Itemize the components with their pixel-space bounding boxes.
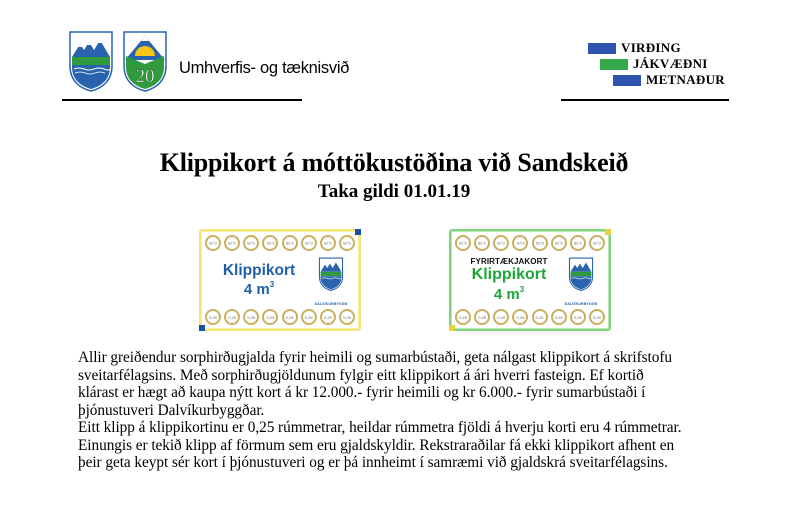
card-volume: 4 $m^3$ bbox=[493, 285, 525, 303]
punch-coin-icon: 0,25 bbox=[532, 235, 548, 251]
card-crest-label: DALVÍKURBYGGÐ bbox=[314, 302, 348, 306]
dalvikurbyggd-crest-icon bbox=[567, 257, 595, 291]
value-label: JÁKVÆÐNI bbox=[633, 56, 708, 71]
body-line: Eitt klipp á klippikortinu er 0,25 rúmmetrar, heildar rúmmetra fjöldi á hverju korti eru 4 rúmmetrar. bbox=[78, 419, 682, 436]
punch-coin-icon: 0,25 bbox=[224, 235, 240, 251]
body-line: Allir greiðendur sorphirðugjalda fyrir heimili og sumarbústaði, geta nálgast klippikort á skrifstofu bbox=[78, 349, 672, 366]
punch-coin-icon: 0,25 bbox=[262, 235, 278, 251]
punch-coin-icon: 0,25 bbox=[570, 309, 586, 325]
punch-coin-icon: 0,25 bbox=[339, 235, 355, 251]
card-name: Klippikort bbox=[471, 266, 547, 283]
punch-coin-icon: 0,25 bbox=[551, 235, 567, 251]
department-header bbox=[67, 30, 349, 92]
header-rule-right bbox=[561, 99, 729, 101]
value-positivity bbox=[600, 56, 725, 72]
header-rule-left bbox=[62, 99, 302, 101]
punch-coin-icon: 0,25 bbox=[205, 309, 221, 325]
coin-row-top bbox=[455, 235, 605, 251]
dalvikurbyggd-crest-icon bbox=[317, 257, 345, 291]
value-respect bbox=[588, 40, 725, 56]
value-label: METNAÐUR bbox=[646, 72, 725, 87]
card-kind-label: FYRIRTÆKJAKORT bbox=[470, 257, 548, 266]
punch-coin-icon: 0,25 bbox=[455, 309, 471, 325]
body-line: Einungis er tekið klipp af förmum sem eru gjaldskyldir. Rekstraraðilar fá ekki klippikort afhent en bbox=[78, 436, 675, 454]
page-subtitle: Taka gildi 01.01.19 bbox=[317, 181, 471, 202]
punch-coin-icon: 0,25 bbox=[243, 235, 259, 251]
punch-coin-icon: 0,25 bbox=[320, 235, 336, 251]
punch-coin-icon: 0,25 bbox=[262, 309, 278, 325]
punch-coin-icon: 0,25 bbox=[589, 309, 605, 325]
coin-row-bottom bbox=[455, 309, 605, 325]
body-line: þeir geta keypt sér kort í þjónustuveri og er þá innheimt í samræmi við gjaldskrá sveitarfélagsins. bbox=[78, 454, 668, 471]
punch-coin-icon: 0,25 bbox=[493, 309, 509, 325]
punch-coin-icon: 0,25 bbox=[493, 235, 509, 251]
punch-coin-icon: 0,25 bbox=[551, 309, 567, 325]
card-name: Klippikort bbox=[222, 262, 296, 279]
anniversary-20-crest-icon bbox=[121, 30, 169, 92]
coin-row-top bbox=[205, 235, 355, 251]
punch-coin-icon: 0,25 bbox=[282, 309, 298, 325]
core-values bbox=[588, 40, 725, 88]
punch-coin-icon: 0,25 bbox=[532, 309, 548, 325]
business-punch-card-image bbox=[449, 229, 611, 331]
body-line: klárast er hægt að kaupa nýtt kort á kr 12.000.- fyrir heimili og kr 6.000.- fyrir sumarbústaði í bbox=[78, 384, 646, 401]
department-name: Umhverfis- og tæknisvið bbox=[179, 58, 350, 77]
blue-bar-icon bbox=[613, 75, 641, 86]
green-bar-icon bbox=[600, 59, 628, 70]
coin-row-bottom bbox=[205, 309, 355, 325]
blue-bar-icon bbox=[588, 43, 616, 54]
punch-coin-icon: 0,25 bbox=[570, 235, 586, 251]
household-punch-card-image bbox=[199, 229, 361, 331]
punch-coin-icon: 0,25 bbox=[320, 309, 336, 325]
punch-coin-icon: 0,25 bbox=[301, 235, 317, 251]
punch-coin-icon: 0,25 bbox=[512, 309, 528, 325]
punch-coin-icon: 0,25 bbox=[224, 309, 240, 325]
card-crest-label: DALVÍKURBYGGÐ bbox=[564, 302, 598, 306]
punch-coin-icon: 0,25 bbox=[474, 235, 490, 251]
card-volume: 4 $m^3$ bbox=[243, 280, 275, 298]
punch-coin-icon: 0,25 bbox=[243, 309, 259, 325]
punch-coin-icon: 0,25 bbox=[339, 309, 355, 325]
value-ambition bbox=[613, 72, 725, 88]
punch-coin-icon: 0,25 bbox=[301, 309, 317, 325]
punch-coin-icon: 0,25 bbox=[512, 235, 528, 251]
punch-coin-icon: 0,25 bbox=[282, 235, 298, 251]
value-label: VIRÐING bbox=[621, 40, 681, 55]
punch-coin-icon: 0,25 bbox=[589, 235, 605, 251]
dalvikurbyggd-crest-icon bbox=[67, 30, 115, 92]
punch-coin-icon: 0,25 bbox=[474, 309, 490, 325]
body-line: sveitarfélagsins. Með sorphirðugjöldunum fylgir eitt klippikort á ári hverri fasteign. Ef kortið bbox=[78, 366, 644, 384]
body-line: þjónustuveri Dalvíkurbyggðar. bbox=[78, 401, 265, 419]
body-paragraphs bbox=[78, 349, 728, 472]
page-title: Klippikort á móttökustöðina við Sandskeið bbox=[159, 148, 629, 177]
svg-text:20: 20 bbox=[135, 66, 155, 87]
punch-coin-icon: 0,25 bbox=[455, 235, 471, 251]
punch-coin-icon: 0,25 bbox=[205, 235, 221, 251]
